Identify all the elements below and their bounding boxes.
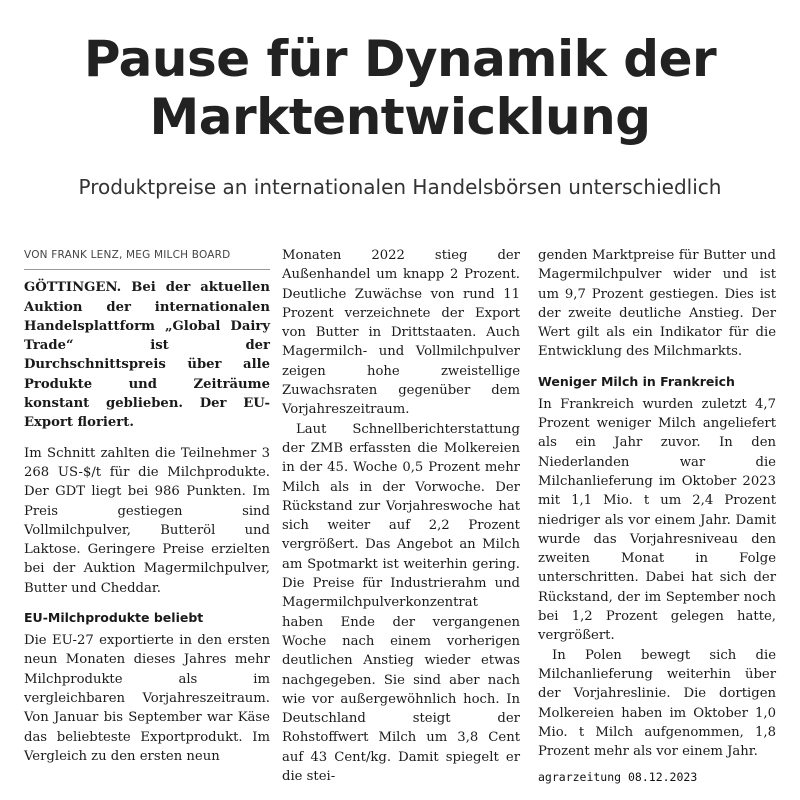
- headline-line-1: Pause für Dynamik der: [83, 30, 717, 88]
- lead-paragraph: GÖTTINGEN. Bei der aktuellen Auktion der internationalen Handelsplattform „Global Dairy Trade“ ist der Durchschnittspreis über alle Produkte und Zeiträume konstant geblieben. Der EU-Export floriert.: [24, 280, 270, 431]
- body-paragraph: In Polen bewegt sich die Milchanlieferung weiterhin über der Vorjahreslinie. Die dortigen Molkereien haben im Oktober 1,0 Mio. t Milch aufgenommen, 1,8 Prozent mehr als vor einem Jahr.: [538, 647, 776, 760]
- headline-line-2: Marktentwicklung: [149, 88, 651, 146]
- section-heading: EU-Milchprodukte beliebt: [24, 610, 204, 626]
- body-paragraph: Monaten 2022 stieg der Außenhandel um knapp 2 Prozent. Deutliche Zuwächse von rund 11 Prozent verzeichnete der Export von Butter in Drittstaaten. Auch Magermilch- und Vollmilchpulver zeigen hohe zweistellige Zuwachsraten gegenüber dem Vorjahreszeitraum.: [282, 248, 520, 418]
- source-credit: agrarzeitung 08.12.2023: [538, 770, 698, 784]
- body-paragraph: Die EU-27 exportierte in den ersten neun Monaten dieses Jahres mehr Milchprodukte als im vergleichbaren Vorjahreszeitraum. Von Januar bis September war Käse das beliebteste Exportprodukt. Im Vergleich zu den ersten neun: [24, 633, 270, 764]
- article-column-3: [538, 246, 776, 761]
- article-headline: [0, 30, 800, 146]
- byline: VON FRANK LENZ, MEG MILCH BOARD: [24, 246, 270, 270]
- article-subheadline: Produktpreise an internationalen Handelsbörsen unterschiedlich: [78, 175, 722, 199]
- body-paragraph: genden Marktpreise für Butter und Magermilchpulver wider und ist um 9,7 Prozent gestiegen. Dies ist der zweite deutliche Anstieg. Der Wert gilt als ein Indikator für die Entwicklung des Milchmarkts.: [538, 248, 776, 360]
- body-paragraph: Im Schnitt zahlten die Teilnehmer 3 268 US-$/t für die Milchprodukte. Der GDT liegt bei 986 Punkten. Im Preis gestiegen sind Vollmilchpulver, Butteröl und Laktose. Geringere Preise erzielten bei der Auktion Magermilchpulver, Butter und Cheddar.: [24, 445, 270, 596]
- article-column-2: [282, 246, 520, 786]
- section-heading: Weniger Milch in Frankreich: [538, 373, 735, 389]
- article-column-1: [24, 246, 270, 766]
- body-paragraph: In Frankreich wurden zuletzt 4,7 Prozent weniger Milch angeliefert als ein Jahr zuvor. In den Niederlanden war die Milchanlieferung im Oktober 2023 mit 1,1 Mio. t um 2,4 Prozent niedriger als vor einem Jahr. Damit wurde das Vorjahresniveau den zweiten Monat in Folge unterschritten. Dabei hat sich der Rückstand, der im September noch bei 1,2 Prozent gelegen hatte, vergrößert.: [538, 396, 776, 644]
- body-paragraph: Laut Schnellberichterstattung der ZMB erfassten die Molkereien in der 45. Woche 0,5 Prozent mehr Milch als in der Vorwoche. Der Rückstand zur Vorjahreswoche hat sich weiter auf 2,2 Prozent vergrößert. Das Angebot an Milch am Spotmarkt ist weiterhin gering. Die Preise für Industrierahm und Magermilchpulverkonzentrat haben Ende der vergangenen Woche nach einem vorherigen deutlichen Anstieg wieder etwas nachgegeben. Sie sind aber nach wie vor außergewöhnlich hoch. In Deutschland steigt der Rohstoffwert Milch um 3,8 Cent auf 43 Cent/kg. Damit spiegelt er die stei-: [282, 421, 520, 785]
